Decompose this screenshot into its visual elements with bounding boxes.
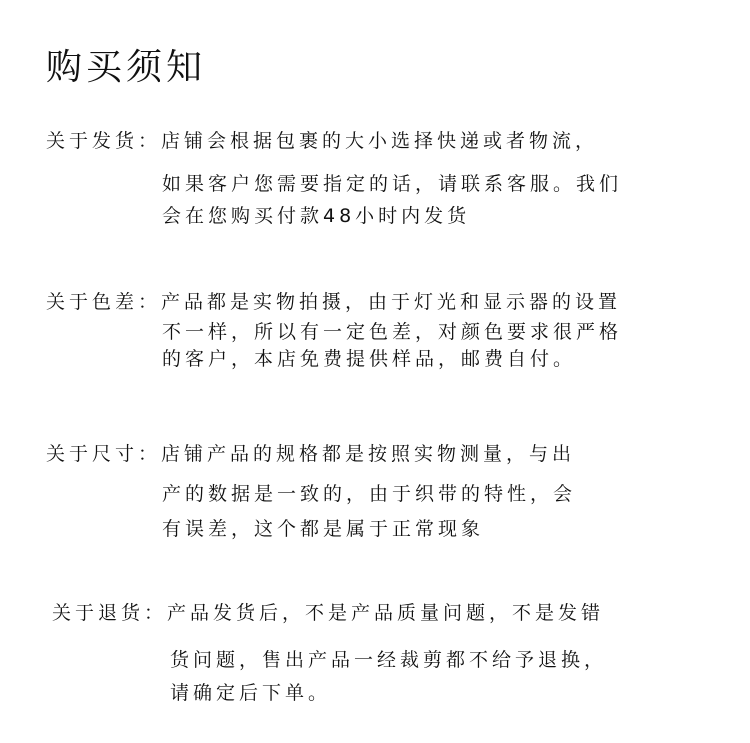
page-title: 购买须知 xyxy=(46,47,207,88)
return-line-1: 关于退货：产品发货后，不是产品质量问题，不是发错 xyxy=(52,602,605,624)
shipping-line-2: 如果客户您需要指定的话，请联系客服。我们 xyxy=(162,173,623,195)
size-line-2: 产的数据是一致的，由于织带的特性，会 xyxy=(162,483,577,505)
shipping-line-1: 关于发货：店铺会根据包裹的大小选择快递或者物流， xyxy=(46,130,599,152)
size-line-1: 关于尺寸：店铺产品的规格都是按照实物测量，与出 xyxy=(46,443,576,465)
shipping-line-3: 会在您购买付款48小时内发货 xyxy=(162,205,471,227)
size-line-3: 有误差，这个都是属于正常现象 xyxy=(162,518,485,540)
color-line-1: 关于色差：产品都是实物拍摄，由于灯光和显示器的设置 xyxy=(46,291,622,313)
color-line-2: 不一样，所以有一定色差，对颜色要求很严格 xyxy=(162,321,623,343)
return-line-2: 货问题，售出产品一经裁剪都不给予退换， xyxy=(170,649,608,671)
color-line-3: 的客户，本店免费提供样品，邮费自付。 xyxy=(162,348,577,370)
return-line-3: 请确定后下单。 xyxy=(170,682,332,704)
